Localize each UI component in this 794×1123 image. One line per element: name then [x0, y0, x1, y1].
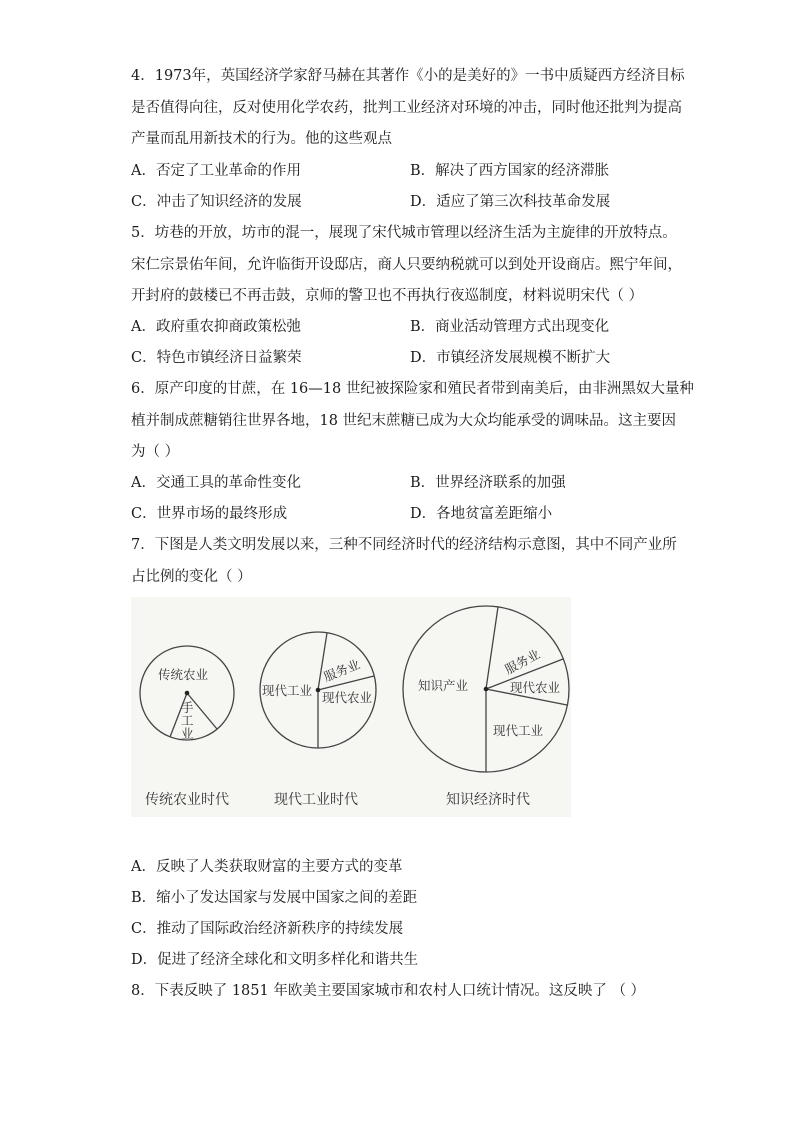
q6-stem-line-1: 6．原产印度的甘蔗，在 16—18 世纪被探险家和殖民者带到南美后，由非洲黑奴大量种: [131, 381, 694, 397]
q5-option-d[interactable]: D．市镇经济发展规模不断扩大: [410, 350, 611, 366]
q7-option-d[interactable]: D．促进了经济全球化和文明多样化和谐共生: [131, 952, 419, 968]
q7-stem-line-2: 占比例的变化（ ）: [131, 569, 252, 585]
pie-1-label-handicraft-char-2: 工: [181, 713, 194, 728]
economic-structure-diagram: [131, 597, 571, 817]
pie-3-label-modern-industry: 现代工业: [493, 723, 544, 738]
q5-option-c[interactable]: C．特色市镇经济日益繁荣: [131, 350, 302, 366]
pie-1-center: [185, 691, 190, 696]
q7-option-b[interactable]: B．缩小了发达国家与发展中国家之间的差距: [131, 890, 418, 906]
pie-2-label-modern-industry: 现代工业: [262, 683, 313, 698]
q4-option-b[interactable]: B．解决了西方国家的经济滞胀: [410, 163, 610, 179]
q7-stem-line-1: 7．下图是人类文明发展以来，三种不同经济时代的经济结构示意图，其中不同产业所: [131, 537, 677, 553]
q8-stem-line-1: 8．下表反映了 1851 年欧美主要国家城市和农村人口统计情况。这反映了 （ ）: [131, 983, 646, 999]
q4-stem-line-2: 是否值得向往，反对使用化学农药，批判工业经济对环境的冲击，同时他还批判为提高: [131, 100, 682, 116]
pie-3-caption: 知识经济时代: [446, 792, 530, 808]
pie-2-label-service: 服务业: [321, 656, 362, 685]
pie-1-caption: 传统农业时代: [145, 792, 229, 808]
economic-structure-figure: [131, 597, 571, 817]
q5-stem-line-2: 宋仁宗景佑年间，允许临街开设邸店，商人只要纳税就可以到处开设商店。熙宁年间，: [131, 257, 682, 273]
q4-option-a[interactable]: A．否定了工业革命的作用: [131, 163, 301, 179]
q4-stem-line-1: 4．1973年，英国经济学家舒马赫在其著作《小的是美好的》一书中质疑西方经济目标: [131, 68, 685, 84]
pie-3-label-knowledge-industry: 知识产业: [418, 678, 469, 693]
q4-stem-line-3: 产量而乱用新技术的行为。他的这些观点: [131, 131, 392, 147]
q6-option-a[interactable]: A．交通工具的革命性变化: [131, 475, 301, 491]
q6-option-c[interactable]: C．世界市场的最终形成: [131, 506, 288, 522]
pie-2-center: [316, 688, 321, 693]
pie-1-label-handicraft-char-3: 业: [181, 726, 194, 741]
q7-option-c[interactable]: C．推动了国际政治经济新秩序的持续发展: [131, 921, 404, 937]
q6-stem-line-3: 为（ ）: [131, 444, 180, 460]
q5-stem-line-1: 5．坊巷的开放，坊市的混一，展现了宋代城市管理以经济生活为主旋律的开放特点。: [131, 225, 677, 241]
pie-2-caption: 现代工业时代: [274, 792, 358, 808]
q4-option-d[interactable]: D．适应了第三次科技革命发展: [410, 194, 611, 210]
q6-option-b[interactable]: B．世界经济联系的加强: [410, 475, 566, 491]
pie-3-center: [484, 687, 489, 692]
pie-1-label-traditional-agriculture: 传统农业: [158, 667, 209, 682]
q7-option-a[interactable]: A．反映了人类获取财富的主要方式的变革: [131, 859, 403, 875]
q4-option-c[interactable]: C．冲击了知识经济的发展: [131, 194, 302, 210]
figure-background: [131, 597, 571, 817]
pie-3-label-service: 服务业: [502, 646, 543, 678]
q5-option-a[interactable]: A．政府重农抑商政策松弛: [131, 319, 301, 335]
q6-option-d[interactable]: D．各地贫富差距缩小: [410, 506, 553, 522]
pie-2-label-modern-agriculture: 现代农业: [322, 690, 373, 705]
q5-option-b[interactable]: B．商业活动管理方式出现变化: [410, 319, 610, 335]
q6-stem-line-2: 植并制成蔗糖销往世界各地，18 世纪末蔗糖已成为大众均能承受的调味品。这主要因: [131, 413, 677, 429]
pie-1-label-handicraft-char-1: 手: [181, 700, 194, 715]
pie-3-label-modern-agriculture: 现代农业: [510, 680, 561, 695]
q5-stem-line-3: 开封府的鼓楼已不再击鼓，京师的警卫也不再执行夜巡制度，材料说明宋代（ ）: [131, 288, 644, 304]
